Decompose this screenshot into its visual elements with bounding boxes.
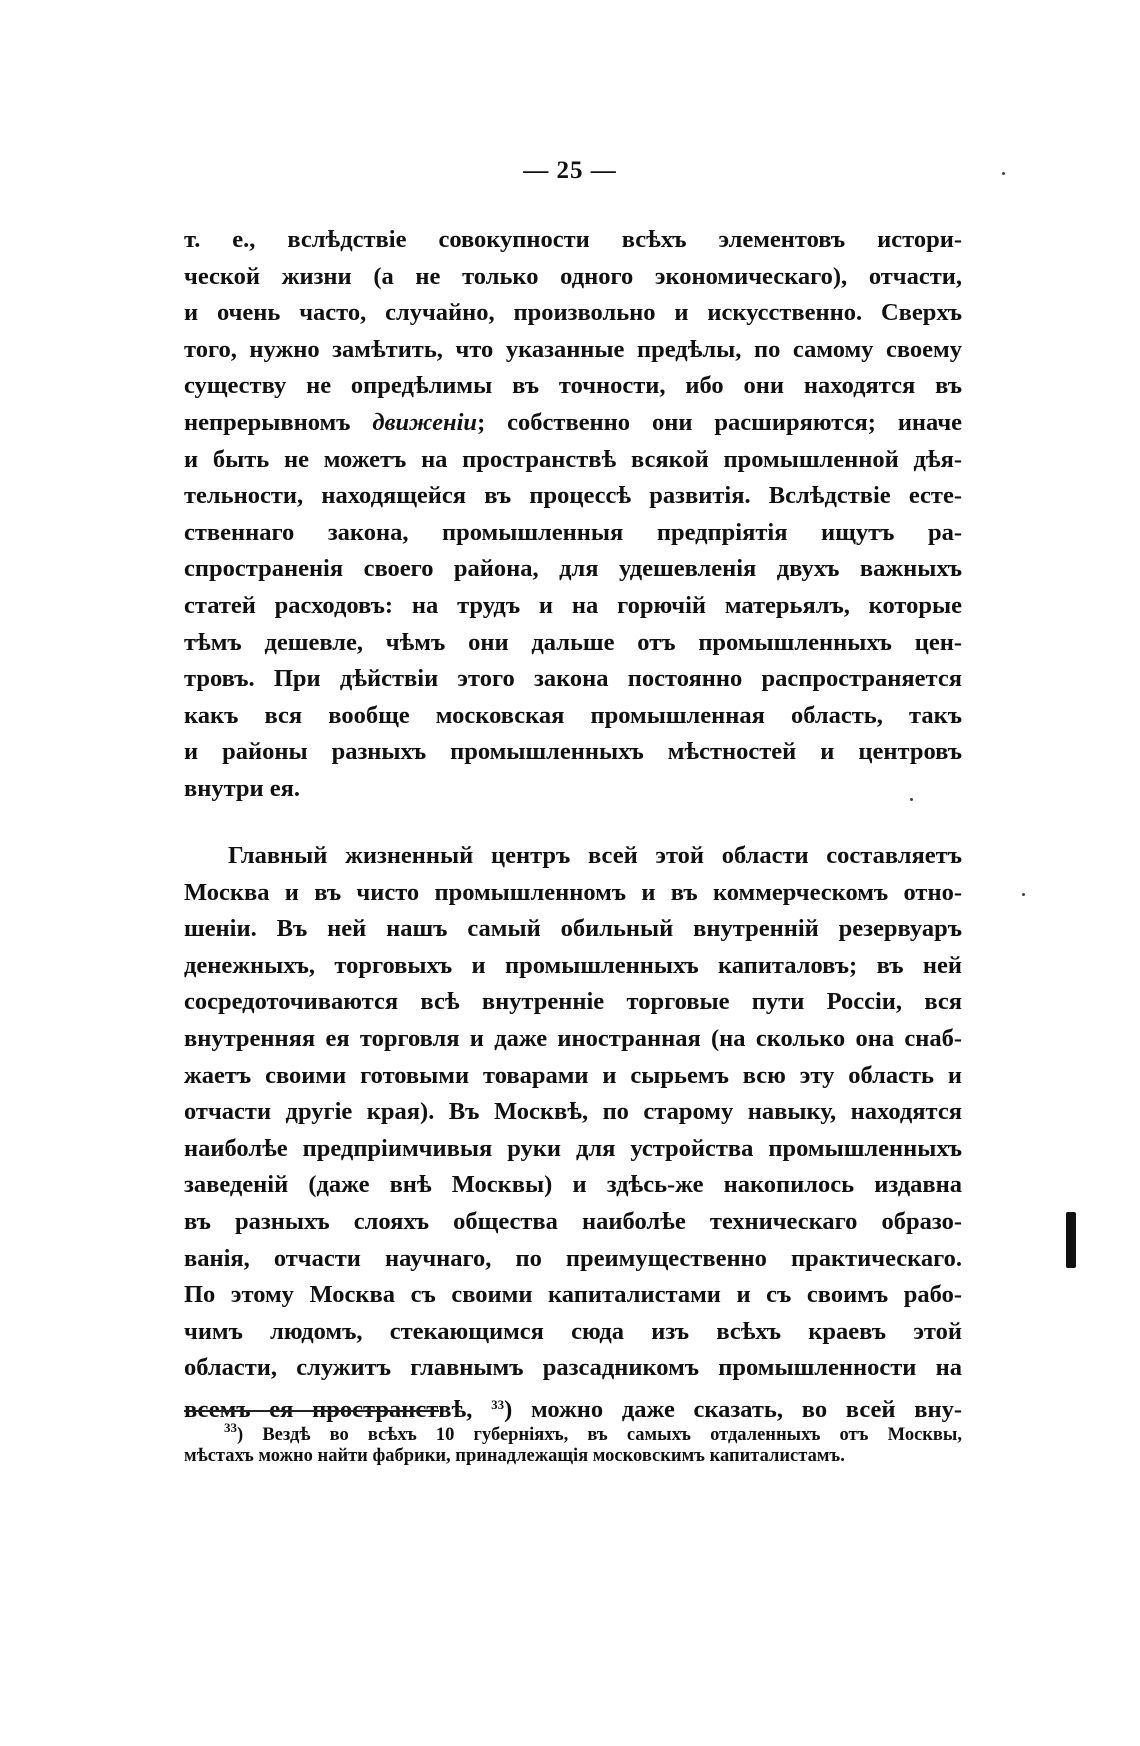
footnote-reference: 33 bbox=[491, 1396, 505, 1412]
footnote-line bbox=[184, 1413, 962, 1445]
text-line: тѣмъ дешевле, чѣмъ они дальше отъ промышленныхъ цен- bbox=[184, 628, 962, 656]
text-line: денежныхъ, торговыхъ и промышленныхъ капиталовъ; въ ней bbox=[184, 951, 962, 979]
text-segment: всемъ ея пространствѣ, bbox=[184, 1395, 473, 1423]
text-line: тровъ. При дѣйствіи этого закона постоянно распространяется bbox=[184, 665, 962, 693]
text-line: внутри ея. bbox=[184, 774, 301, 802]
footnote-rule bbox=[184, 1410, 439, 1412]
emphasis: движеніи bbox=[372, 408, 478, 436]
text-line: Главный жизненный центръ всей этой области составляетъ bbox=[228, 842, 962, 869]
text-line: области, служитъ главнымъ разсадникомъ промышленности на bbox=[184, 1354, 962, 1382]
page-number: — 25 — bbox=[523, 157, 617, 184]
text-line: тельности, находящейся въ процессѣ развитія. Вслѣдствіе есте- bbox=[184, 482, 962, 510]
text-line: т. е., вслѣдствіе совокупности всѣхъ элементовъ истори- bbox=[184, 226, 962, 253]
text-line: спространенія своего района, для удешевленія двухъ важныхъ bbox=[184, 555, 962, 583]
text-line: По этому Москва съ своими капиталистами и съ своимъ рабо- bbox=[184, 1281, 962, 1309]
paragraph-2 bbox=[184, 838, 962, 1424]
text-line: существу не опредѣлимы въ точности, ибо они находятся въ bbox=[184, 372, 962, 400]
scan-edge-mark bbox=[1066, 1212, 1076, 1268]
footnote-marker: 33 bbox=[224, 1420, 237, 1435]
text-line: ванія, отчасти научнаго, по преимущественно практическаго. bbox=[184, 1244, 962, 1272]
footnote-text: ) Вездѣ во всѣхъ 10 губерніяхъ, въ самыхъ отдаленныхъ отъ Москвы, bbox=[237, 1425, 962, 1445]
text-line: наиболѣе предпріимчивыя руки для устройства промышленныхъ bbox=[184, 1134, 962, 1162]
text-line: ческой жизни (а не только одного экономическаго), отчасти, bbox=[184, 262, 962, 290]
paragraph-1 bbox=[184, 222, 962, 808]
text-line: внутренняя ея торговля и даже иностранная (на сколько она снаб- bbox=[184, 1024, 962, 1052]
scan-speck bbox=[1002, 172, 1005, 175]
footnote-line: мѣстахъ можно найти фабрики, принадлежащія московскимъ капиталистамъ. bbox=[184, 1446, 845, 1466]
text-segment: ) можно даже сказать, во всей вну- bbox=[504, 1395, 963, 1423]
text-line: какъ вся вообще московская промышленная область, такъ bbox=[184, 701, 962, 729]
text-line: и районы разныхъ промышленныхъ мѣстностей и центровъ bbox=[184, 738, 962, 766]
text-line: статей расходовъ: на трудъ и на горючій матерьялъ, которые bbox=[184, 591, 962, 619]
text-line: отчасти другіе края). Въ Москвѣ, по старому навыку, находятся bbox=[184, 1098, 962, 1126]
footnote bbox=[184, 1413, 962, 1471]
text-line: ственнаго закона, промышленныя предпріятія ищутъ ра- bbox=[184, 518, 962, 546]
scan-speck bbox=[910, 798, 913, 801]
text-line: заведеній (даже внѣ Москвы) и здѣсь-же накопилось издавна bbox=[184, 1171, 962, 1199]
text-line: Москва и въ чисто промышленномъ и въ коммерческомъ отно- bbox=[184, 878, 962, 906]
text-line: и очень часто, случайно, произвольно и искусственно. Сверхъ bbox=[184, 299, 962, 327]
text-line: шеніи. Въ ней нашъ самый обильный внутренній резервуаръ bbox=[184, 915, 962, 943]
text-line: непрерывномъ движеніи; собственно они расширяются; иначе bbox=[184, 408, 963, 436]
text-line: въ разныхъ слояхъ общества наиболѣе техническаго образо- bbox=[184, 1207, 962, 1235]
text-line: того, нужно замѣтить, что указанные предѣлы, по самому своему bbox=[184, 335, 962, 363]
scan-speck bbox=[1022, 893, 1025, 896]
text-line: и быть не можетъ на пространствѣ всякой промышленной дѣя- bbox=[184, 445, 962, 473]
text-line: чимъ людомъ, стекающимся сюда изъ всѣхъ краевъ этой bbox=[184, 1317, 962, 1345]
text-line: жаетъ своими готовыми товарами и сырьемъ всю эту область и bbox=[184, 1061, 962, 1089]
text-line: сосредоточиваются всѣ внутренніе торговые пути Россіи, вся bbox=[184, 988, 962, 1016]
